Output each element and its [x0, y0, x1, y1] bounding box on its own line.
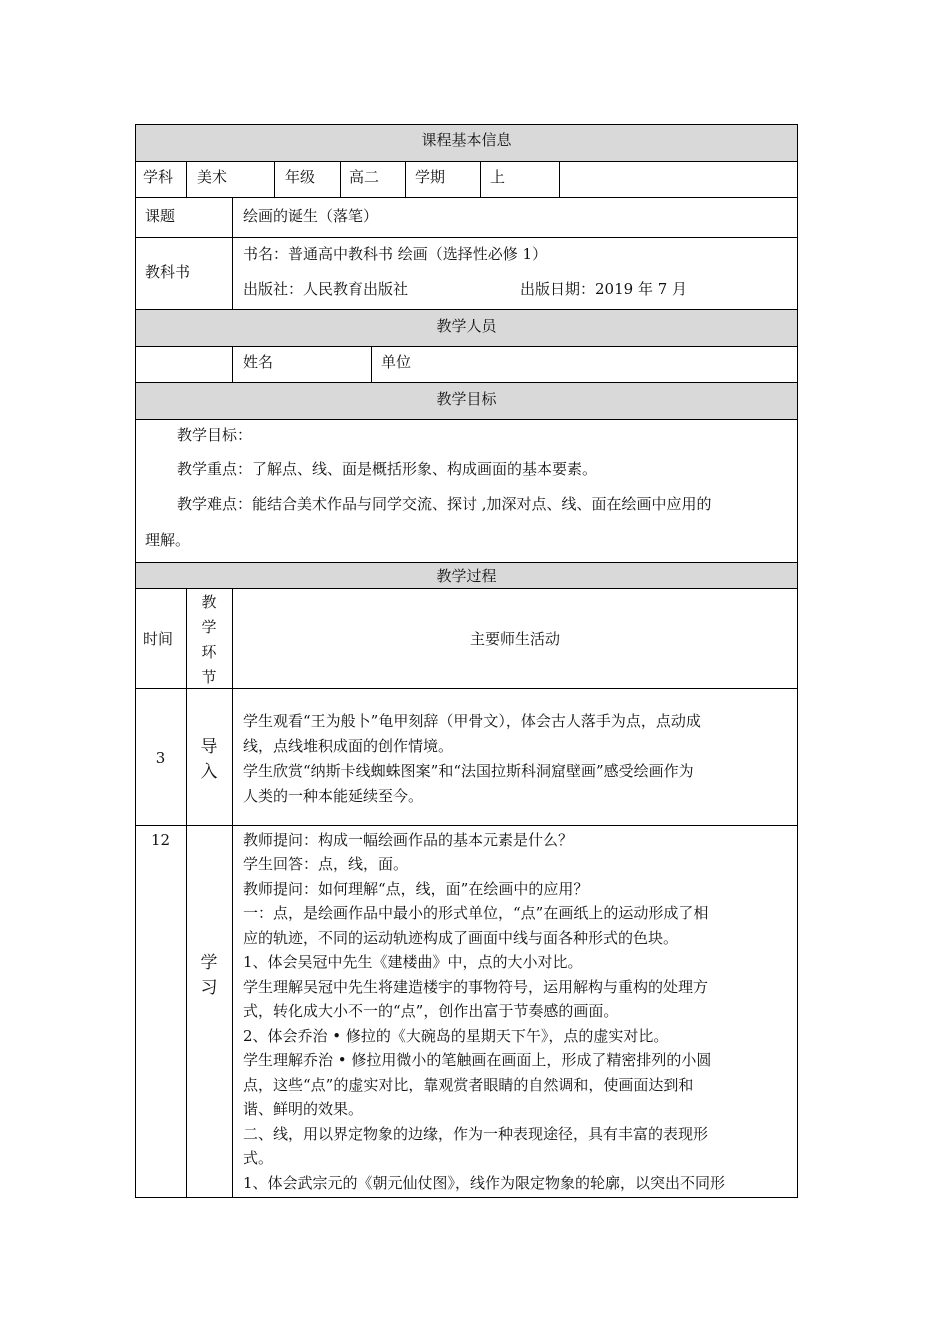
objective-goal: 教学目标：	[177, 426, 253, 444]
subject-value: 美术	[197, 168, 228, 186]
objective-difficulty-line2: 理解。	[145, 531, 191, 549]
grade-value: 高二	[349, 168, 380, 186]
row-stage-char: 导	[200, 737, 218, 757]
row-activity-line: 教师提问：如何理解“点，线，面”在绘画中的应用？	[243, 880, 589, 898]
row-activity-line: 2、体会乔治 • 修拉的《大碗岛的星期天下午》，点的虚实对比。	[243, 1027, 669, 1045]
row-activity-line: 教师提问：构成一幅绘画作品的基本元素是什么？	[243, 831, 574, 849]
row-time: 3	[155, 749, 166, 767]
row-time: 12	[150, 831, 171, 849]
process-stage-header-char: 教	[201, 593, 217, 611]
process-stage-header-char: 节	[201, 668, 217, 686]
textbook-name: 书名：普通高中教科书 绘画（选择性必修 1）	[243, 245, 548, 263]
row-activity-line: 学生欣赏“纳斯卡线蜘蛛图案”和“法国拉斯科洞窟壁画”感受绘画作为	[243, 762, 694, 780]
term-label: 学期	[415, 168, 446, 186]
textbook-label: 教科书	[145, 263, 191, 281]
textbook-publisher: 出版社：人民教育出版社	[243, 280, 409, 298]
subject-label: 学科	[143, 168, 174, 186]
term-value: 上	[490, 168, 506, 186]
process-time-header: 时间	[143, 630, 174, 648]
row-activity-line: 学生观看“王为般卜”龟甲刻辞（甲骨文），体会古人落手为点，点动成	[243, 712, 701, 730]
row-activity-line: 二、线，用以界定物象的边缘，作为一种表现途径，具有丰富的表现形	[243, 1125, 709, 1143]
row-activity-line: 1、体会武宗元的《朝元仙仗图》，线作为限定物象的轮廓，以突出不同形	[243, 1174, 726, 1192]
row-activity-line: 线，点线堆积成面的创作情境。	[243, 737, 454, 755]
row-activity-line: 学生理解吴冠中先生将建造楼宇的事物符号，运用解构与重构的处理方	[243, 978, 709, 996]
staff-unit-header: 单位	[381, 353, 412, 371]
objective-key-point: 教学重点：了解点、线、面是概括形象、构成画面的基本要素。	[177, 460, 598, 478]
topic-value: 绘画的诞生（落笔）	[243, 207, 379, 225]
grade-label: 年级	[285, 168, 316, 186]
row-activity-line: 式。	[243, 1149, 274, 1167]
section-title-staff: 教学人员	[436, 317, 497, 335]
row-activity-line: 点，这些“点”的虚实对比，靠观赏者眼睛的自然调和，使画面达到和	[243, 1076, 694, 1094]
staff-name-header: 姓名	[243, 353, 274, 371]
row-activity-line: 学生理解乔治 • 修拉用微小的笔触画在画面上，形成了精密排列的小圆	[243, 1051, 712, 1069]
process-stage-header-char: 环	[201, 643, 217, 661]
row-stage-char: 学	[200, 953, 218, 973]
section-title-basic-info: 课程基本信息	[421, 131, 512, 149]
section-title-objectives: 教学目标	[436, 390, 497, 408]
topic-label: 课题	[145, 207, 176, 225]
row-activity-line: 谐、鲜明的效果。	[243, 1100, 364, 1118]
row-stage-char: 习	[200, 978, 218, 998]
row-activity-line: 学生回答：点，线，面。	[243, 855, 409, 873]
objective-difficulty-line1: 教学难点：能结合美术作品与同学交流、探讨 ,加深对点、线、面在绘画中应用的	[177, 495, 712, 513]
textbook-date: 出版日期：2019 年 7 月	[520, 280, 688, 298]
row-activity-line: 一：点，是绘画作品中最小的形式单位，“点”在画纸上的运动形成了相	[243, 904, 709, 922]
section-title-process: 教学过程	[436, 567, 497, 585]
row-stage-char: 入	[200, 762, 218, 782]
row-activity-line: 1、体会吴冠中先生《建楼曲》中，点的大小对比。	[243, 953, 583, 971]
row-activity-line: 式，转化成大小不一的“点”，创作出富于节奏感的画面。	[243, 1002, 619, 1020]
process-activity-header: 主要师生活动	[469, 630, 560, 648]
row-activity-line: 应的轨迹，不同的运动轨迹构成了画面中线与面各种形式的色块。	[243, 929, 679, 947]
row-activity-line: 人类的一种本能延续至今。	[243, 787, 424, 805]
process-stage-header-char: 学	[201, 618, 217, 636]
